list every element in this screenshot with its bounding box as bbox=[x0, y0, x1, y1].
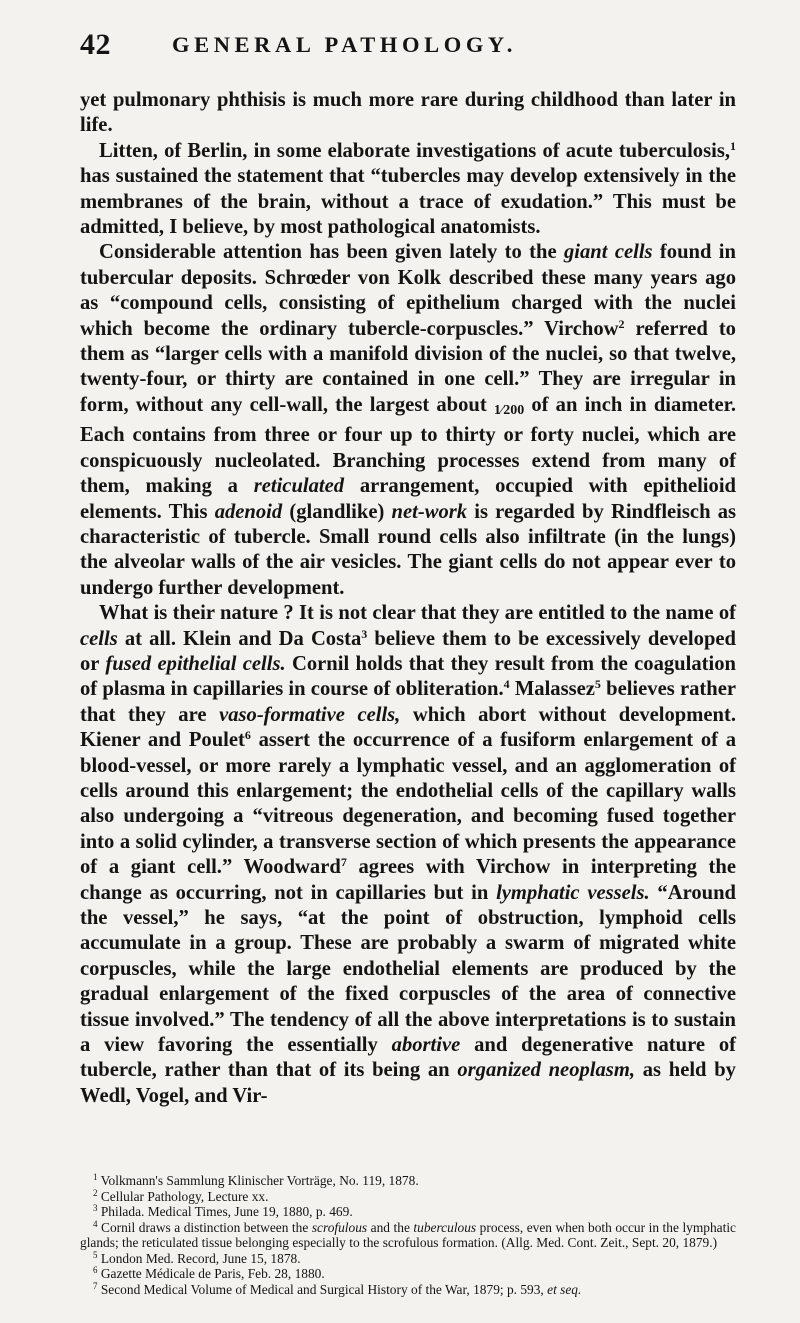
footnote-ref-6: 6 bbox=[244, 728, 251, 743]
fraction: 1⁄200 bbox=[493, 402, 525, 418]
page-header bbox=[80, 22, 740, 72]
paragraph-2: Litten, of Berlin, in some elaborate investigations of acute tuberculosis,$^1$ has sustained the statement that “tubercles may develop extensively in the membranes of the brain, without a trace of exudation.” This must be admitted, I believe, by most pathological anatomists. bbox=[80, 138, 736, 239]
body-text bbox=[80, 88, 736, 1109]
footnote-2: $^2$ Cellular Pathology, Lecture xx. bbox=[93, 1187, 269, 1204]
footnote-4: $^4$ Cornil draws a distinction between the scrofulous and the tuberculous process, even when both occur in the lymphatic glands; the reticulated tissue belonging especially to the scrofulous formation. (Allg. Med. Cont. Zeit., Sept. 20, 1879.) bbox=[80, 1218, 736, 1250]
footnote-ref-2: 2 bbox=[618, 316, 625, 331]
paragraph-4: What is their nature ? It is not clear that they are entitled to the name of cells at all. Klein and Da Costa$^3$ believe them to be excessively developed or fused epithelial cells. Cornil holds that they result from the coagulation of plasma in capillaries in course of obliteration.$^4$ Malassez$^5$ believes rather that they are vaso-formative cells, which abort without development. Kiener and Poulet$^6$ assert the occurrence of a fusiform enlargement of a blood-vessel, or more rarely a lymphatic vessel, and an agglomeration of cells around this enlargement; the endothelial cells of the capillary walls also undergoing a “vitreous degeneration, and becoming fused together into a solid cylinder, a transverse section of which presents the appearance of a giant cell.” Woodward$^7$ agrees with Virchow in interpreting the change as occurring, not in capillaries but in lymphatic vessels. “Around the vessel,” he says, “at the point of obstruction, lymphoid cells accumulate in a group. These are probably a swarm of migrated white corpuscles, while the large endothelial elements are produced by the gradual enlargement of the fixed corpuscles of the area of connective tissue involved.” The tendency of all the above interpretations is to sustain a view favoring the essentially abortive and degenerative nature of tubercle, rather than that of its being an organized neoplasm, as held by Wedl, Vogel, and Vir- bbox=[80, 602, 736, 1107]
page-number: 42 bbox=[80, 28, 111, 61]
paragraph-3: Considerable attention has been given lately to the giant cells found in tubercular deposits. Schrœder von Kolk described these many years ago as “compound cells, consisting of epithelium charged with the nuclei which become the ordinary tubercle-corpuscles.” Virchow$^2$ referred to them as “larger cells with a manifold division of the nuclei, so that twelve, twenty-four, or thirty are contained in one cell.” They are irregular in form, without any cell-wall, the largest about 1⁄200 of an inch in diameter. Each contains from three or four up to thirty or forty nuclei, which are conspicuously nucleolated. Branching processes extend from many of them, making a reticulated arrangement, occupied with epithelioid elements. This adenoid (glandlike) net-work is regarded by Rindfleisch as characteristic of tubercle. Small round cells also infiltrate (in the lungs) the alveolar walls of the air vesicles. The giant cells do not appear ever to undergo further development. bbox=[80, 241, 737, 599]
footnote-ref-3: 3 bbox=[361, 626, 368, 641]
paragraph-1: yet pulmonary phthisis is much more rare during childhood than later in life. bbox=[80, 89, 736, 137]
footnote-5: $^5$ London Med. Record, June 15, 1878. bbox=[93, 1249, 301, 1266]
footnote-6: $^6$ Gazette Médicale de Paris, Feb. 28, 1880. bbox=[93, 1265, 325, 1281]
footnote-1: $^1$ Volkmann's Sammlung Klinischer Vorträge, No. 119, 1878. bbox=[93, 1172, 419, 1188]
footnotes bbox=[80, 1173, 736, 1297]
footnote-ref-4: 4 bbox=[503, 677, 510, 692]
footnote-ref-1: 1 bbox=[730, 138, 736, 153]
footnote-ref-5: 5 bbox=[594, 677, 601, 692]
running-head: GENERAL PATHOLOGY. bbox=[172, 32, 517, 57]
footnote-3: $^3$ Philada. Medical Times, June 19, 1880, p. 469. bbox=[93, 1203, 353, 1219]
footnote-7: $^7$ Second Medical Volume of Medical and Surgical History of the War, 1879; p. 593, et seq. bbox=[93, 1280, 582, 1297]
footnote-ref-7: 7 bbox=[340, 855, 347, 870]
